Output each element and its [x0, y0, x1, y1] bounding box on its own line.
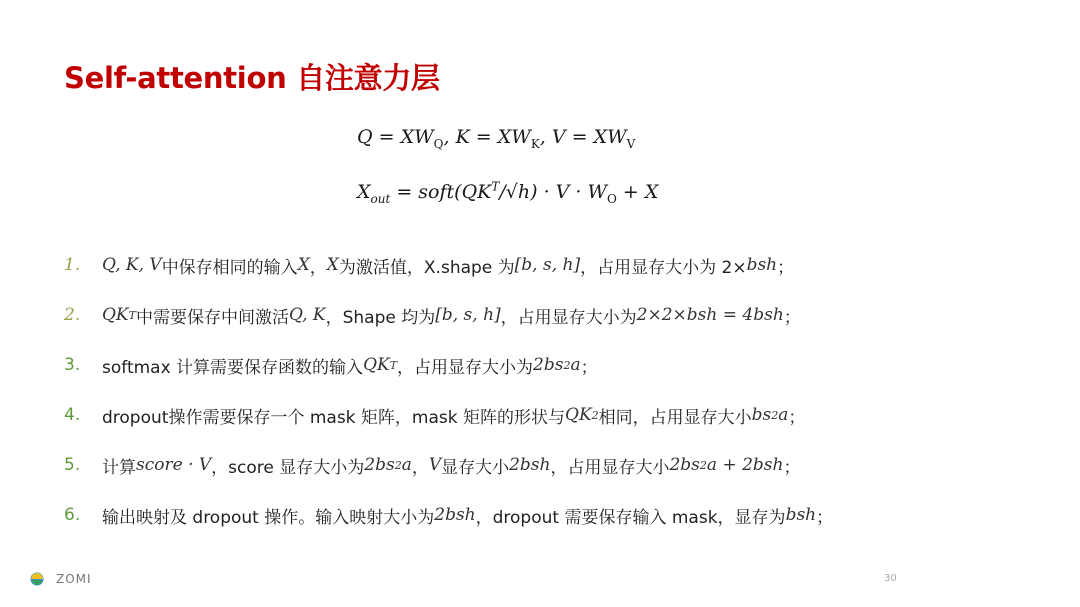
item-text: 显存大小 — [441, 457, 510, 478]
math-text: bs — [751, 405, 772, 425]
item-number: 5. — [64, 455, 81, 475]
math-text: 2bsh — [509, 455, 551, 475]
math-text: V — [428, 455, 442, 475]
math-text: a — [778, 405, 789, 425]
item-text: ，Shape 均为 — [325, 307, 436, 328]
list-item — [64, 390, 1054, 440]
math-text: bsh — [746, 255, 778, 275]
footer-brand: ZOMI — [56, 572, 92, 586]
math-text: [b, s, h] — [435, 305, 501, 325]
item-text: 计算 — [102, 457, 136, 478]
math-text: 2bs — [669, 455, 700, 475]
item-text: ，score 显存大小为 — [211, 457, 365, 478]
math-text: 2×2×bsh = 4bsh — [636, 305, 784, 325]
math-text: Q, K, V — [102, 255, 162, 275]
item-text: dropout操作需要保存一个 mask 矩阵，mask 矩阵的形状与 — [102, 407, 566, 428]
list-item — [64, 240, 1054, 290]
math-sup: 2 — [591, 408, 599, 422]
math-text: X — [326, 255, 339, 275]
math-text: 2bsh — [434, 505, 476, 525]
zomi-logo-icon — [30, 572, 44, 586]
item-text: ； — [783, 307, 801, 328]
item-text: ，占用显存大小为 — [500, 307, 637, 328]
math-text: a — [401, 455, 412, 475]
item-text: ； — [777, 257, 795, 278]
math-text: score · V — [136, 455, 212, 475]
item-text: ； — [580, 357, 598, 378]
item-text: ，占用显存大小为 — [397, 357, 534, 378]
list-item — [64, 340, 1054, 390]
item-text: ，占用显存大小为 2× — [580, 257, 747, 278]
item-number: 4. — [64, 405, 81, 425]
equation-qkv — [357, 126, 635, 151]
memory-list — [64, 240, 1054, 540]
item-text: ； — [783, 457, 801, 478]
page-number: 30 — [884, 573, 897, 584]
math-text: X — [297, 255, 310, 275]
math-sup: 2 — [699, 458, 707, 472]
math-text: 2bs — [533, 355, 564, 375]
math-text: Q, K — [288, 305, 326, 325]
item-text: 相同，占用显存大小 — [598, 407, 752, 428]
item-number: 6. — [64, 505, 81, 525]
item-text: 中保存相同的输入 — [161, 257, 298, 278]
item-text: 中需要保存中间激活 — [135, 307, 289, 328]
equation-xout — [357, 180, 658, 206]
math-sup: 2 — [563, 358, 571, 372]
math-text: 2bs — [364, 455, 395, 475]
item-number: 1. — [64, 255, 81, 275]
item-text: ，dropout 需要保存输入 mask，显存为 — [475, 507, 786, 528]
math-text: QK — [102, 305, 129, 325]
math-text: QK — [363, 355, 390, 375]
item-text: 输出映射及 dropout 操作。输入映射大小为 — [102, 507, 435, 528]
list-item — [64, 290, 1054, 340]
math-sup: T — [128, 308, 136, 322]
math-sup: 2 — [771, 408, 779, 422]
math-sup: 2 — [394, 458, 402, 472]
equation-xout-text: $X_{out}$ = $soft(QK^T/√h) \cdot V \cdot W_O + X$ — [357, 180, 659, 207]
item-text: ， — [411, 457, 429, 478]
math-text: a + 2bsh — [706, 455, 784, 475]
list-item — [64, 490, 1054, 540]
list-item — [64, 440, 1054, 490]
math-sup: T — [389, 358, 398, 372]
math-text: [b, s, h] — [514, 255, 581, 275]
math-text: a — [570, 355, 581, 375]
item-text: ，占用显存大小 — [550, 457, 670, 478]
slide-title: Self-attention 自注意力层 — [64, 61, 440, 95]
item-number: 3. — [64, 355, 81, 375]
item-text: softmax 计算需要保存函数的输入 — [102, 357, 364, 378]
item-text: ； — [788, 407, 806, 428]
item-text: 为激活值，X.shape 为 — [338, 257, 515, 278]
equation-qkv-text: $Q = XW_Q$, $K = XW_K$, $V = XW_V$ — [357, 126, 636, 151]
item-number: 2. — [64, 305, 81, 325]
math-text: bsh — [785, 505, 817, 525]
item-text: ； — [816, 507, 834, 528]
math-text: QK — [565, 405, 592, 425]
item-text: ， — [309, 257, 327, 278]
